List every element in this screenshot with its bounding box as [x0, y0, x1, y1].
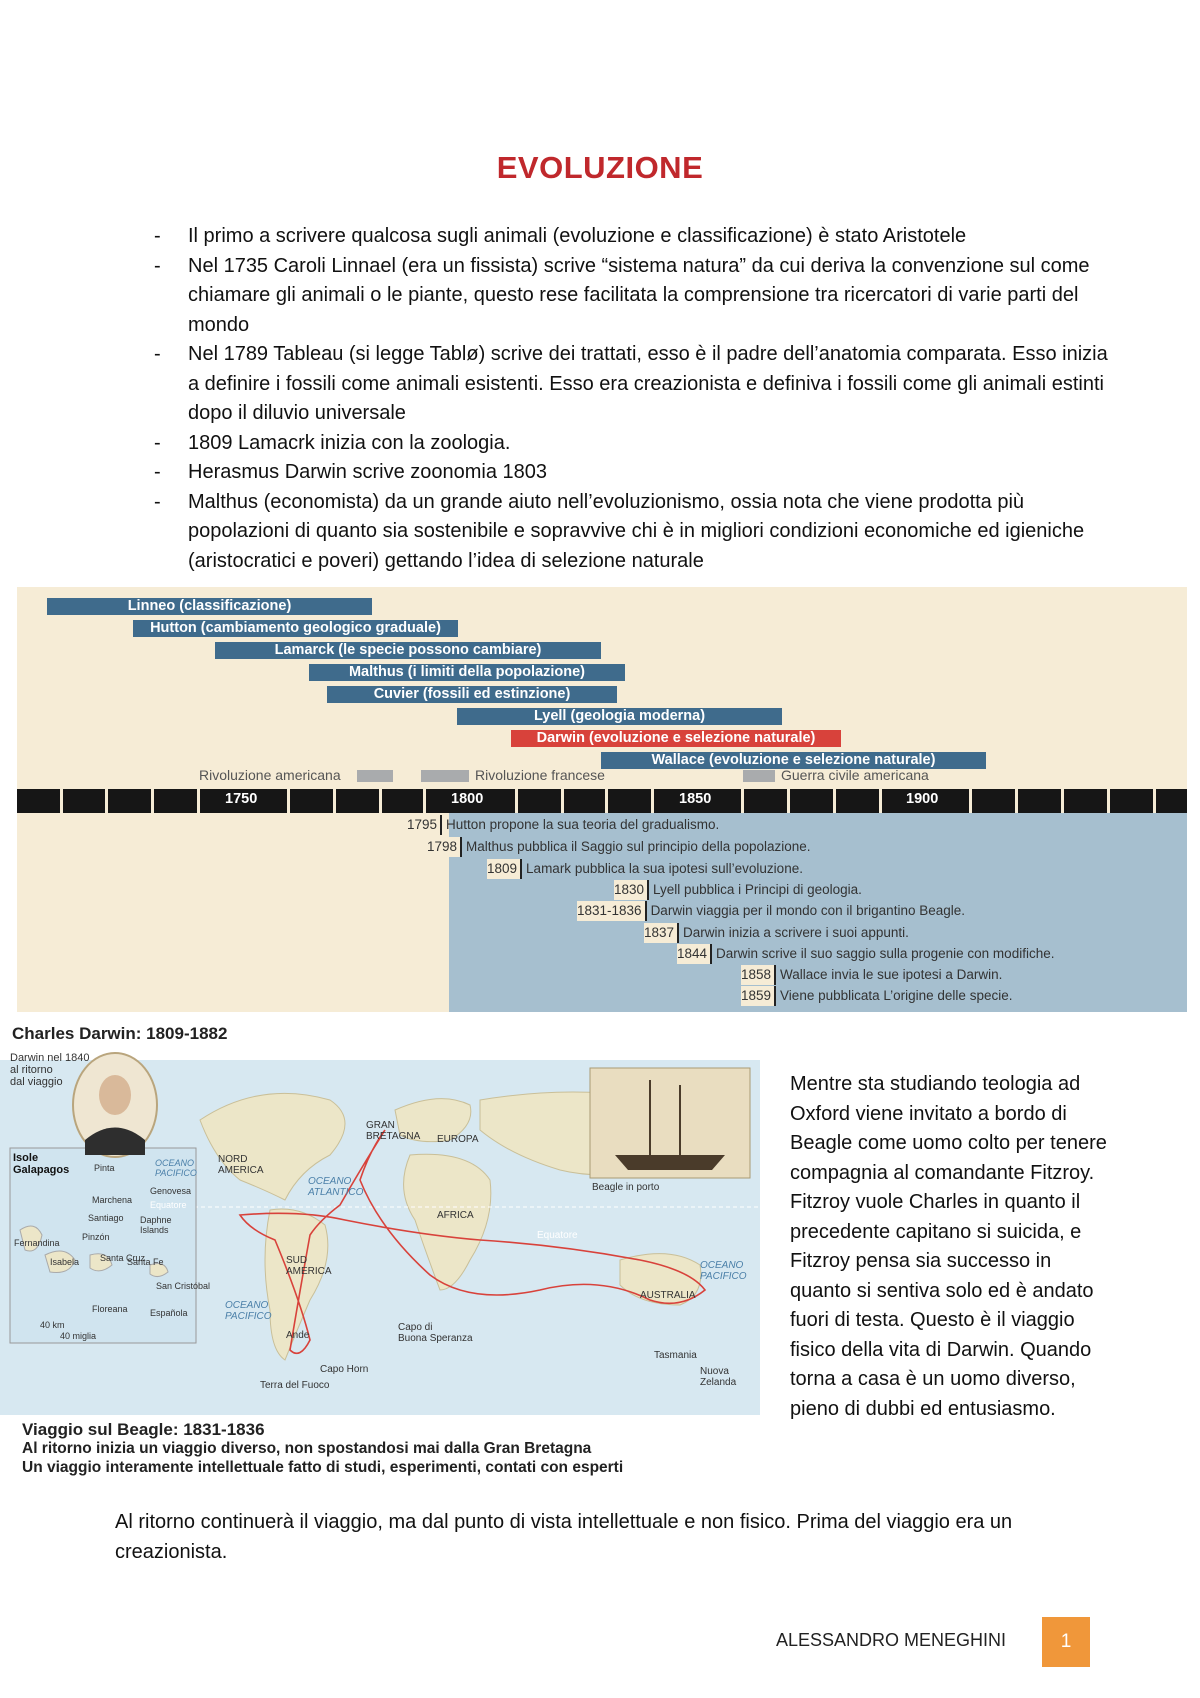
- scale-km: 40 km: [40, 1320, 65, 1330]
- map-label: Tasmania: [654, 1350, 697, 1361]
- period-label: Guerra civile americana: [781, 767, 929, 783]
- timeline-bar-cuvier: Cuvier (fossili ed estinzione): [327, 686, 617, 703]
- island-label: Fernandina: [14, 1238, 60, 1248]
- axis-year: 1850: [679, 791, 712, 807]
- bullet-item: - Malthus (economista) da un grande aiuto nell’evoluzionismo, ossia nota che viene prodotta più popolazioni di quanto sia sostenibile e sopravvive chi è in migliori condizioni economiche ed igieniche (aristocratici e poveri) gettando l’idea di selezione naturale: [150, 488, 1110, 577]
- timeline-bar-hutton: Hutton (cambiamento geologico graduale): [133, 620, 458, 637]
- timeline-axis: [17, 789, 1187, 813]
- island-label: Santa Fe: [127, 1257, 164, 1267]
- world-map-illustration: [0, 1060, 760, 1415]
- timeline-bar-darwin: Darwin (evoluzione e selezione naturale): [511, 730, 841, 747]
- scientists-timeline: [17, 587, 1187, 1012]
- map-label: Capo Horn: [320, 1364, 369, 1375]
- timeline-bar-lyell: Lyell (geologia moderna): [457, 708, 782, 725]
- map-label: Nuova Zelanda: [700, 1366, 737, 1388]
- island-label: Pinta: [94, 1163, 115, 1173]
- island-label: Isabela: [50, 1257, 80, 1267]
- island-label: Santa Cruz: [100, 1253, 146, 1263]
- figure-caption: [22, 1420, 752, 1477]
- period-marker: [421, 770, 469, 782]
- map-label: OCEANO PACIFICO: [225, 1300, 272, 1322]
- map-label: AFRICA: [437, 1210, 474, 1221]
- footer-author: ALESSANDRO MENEGHINI: [776, 1630, 1007, 1650]
- page-title: EVOLUZIONE: [496, 150, 704, 185]
- darwin-side-text: Mentre sta studiando teologia ad Oxford viene invitato a bordo di Beagle come uomo colto per tenere compagnia al comandante Fitzroy. Fitzroy vuole Charles in quanto il precedente capitano si suicida, e Fitzroy pensa sia successo in quanto si sentiva solo ed è andato fuori di testa. Questo è il viaggio fisico della vita di Darwin. Quando torna a casa è un uomo diverso, pieno di dubbi ed entusiasmo.: [790, 1073, 1107, 1420]
- galapagos-title: Isole Galapagos: [13, 1152, 70, 1176]
- period-label: Rivoluzione americana: [199, 767, 341, 783]
- portrait-caption: Darwin nel 1840 al ritorno dal viaggio: [10, 1052, 90, 1088]
- period-marker: [743, 770, 775, 782]
- map-label: OCEANO ATLANTICO: [308, 1176, 364, 1198]
- timeline-bar-malthus: Malthus (i limiti della popolazione): [309, 664, 625, 681]
- timeline-event: 1844 Darwin scrive il suo saggio sulla progenie con modifiche.: [677, 944, 1054, 964]
- map-label: Capo di Buona Speranza: [398, 1322, 473, 1344]
- equator-label: Equatore: [150, 1200, 187, 1210]
- island-label: San Cristóbal: [156, 1281, 211, 1291]
- island-label: Marchena: [92, 1195, 133, 1205]
- map-label: Terra del Fuoco: [260, 1380, 330, 1391]
- map-label: Equatore: [537, 1230, 578, 1241]
- map-label: AUSTRALIA: [640, 1290, 696, 1301]
- island-label: Española: [150, 1308, 188, 1318]
- axis-year: 1750: [225, 791, 258, 807]
- map-label: GRAN BRETAGNA: [366, 1120, 421, 1142]
- island-label: Daphne Islands: [140, 1215, 172, 1235]
- bullet-item: - Il primo a scrivere qualcosa sugli animali (evoluzione e classificazione) è stato Aristotele: [150, 222, 1110, 252]
- ocean-label: OCEANO PACIFICO: [155, 1158, 197, 1178]
- bullet-item: - 1809 Lamacrk inizia con la zoologia.: [150, 429, 1110, 459]
- map-label: OCEANO PACIFICO: [700, 1260, 747, 1282]
- map-label: SUD AMERICA: [286, 1255, 332, 1277]
- page-number-badge: 1: [1042, 1617, 1090, 1667]
- timeline-bar-lamarck: Lamarck (le specie possono cambiare): [215, 642, 601, 659]
- bullet-item: - Herasmus Darwin scrive zoonomia 1803: [150, 458, 1110, 488]
- timeline-event: 1858 Wallace invia le sue ipotesi a Darwin.: [741, 965, 1002, 985]
- timeline-event: 1837 Darwin inizia a scrivere i suoi appunti.: [644, 923, 909, 943]
- bullet-list: [150, 222, 1110, 576]
- island-label: Genovesa: [150, 1186, 192, 1196]
- island-label: Floreana: [92, 1304, 128, 1314]
- island-label: Santiago: [88, 1213, 124, 1223]
- axis-year: 1900: [906, 791, 939, 807]
- timeline-event: 1798 Malthus pubblica il Saggio sul principio della popolazione.: [427, 837, 811, 857]
- timeline-bar-linneo: Linneo (classificazione): [47, 598, 372, 615]
- map-label: NORD AMERICA: [218, 1154, 264, 1176]
- caption-line: Al ritorno inizia un viaggio diverso, non spostandosi mai dalla Gran Bretagna: [22, 1440, 592, 1457]
- closing-paragraph: Al ritorno continuerà il viaggio, ma dal punto di vista intellettuale e non fisico. Prima del viaggio era un creazionista.: [115, 1511, 1013, 1563]
- bullet-item: - Nel 1735 Caroli Linnael (era un fissista) scrive “sistema natura” da cui deriva la convenzione sul come chiamare gli animali o le piante, questo rese facilitata la comprensione tra ricercatori di varie parti del mondo: [150, 252, 1110, 341]
- axis-year: 1800: [451, 791, 484, 807]
- caption-line: Un viaggio interamente intellettuale fatto di studi, esperimenti, contati con esperti: [22, 1459, 624, 1476]
- timeline-bar-wallace: Wallace (evoluzione e selezione naturale): [601, 752, 986, 769]
- timeline-event: 1831-1836 Darwin viaggia per il mondo con il brigantino Beagle.: [577, 901, 965, 921]
- timeline-event: 1830 Lyell pubblica i Principi di geologia.: [614, 880, 862, 900]
- period-label: Rivoluzione francese: [475, 767, 605, 783]
- figure-heading: Charles Darwin: 1809-1882: [12, 1024, 228, 1043]
- timeline-event: 1795 Hutton propone la sua teoria del gradualismo.: [407, 815, 719, 835]
- caption-line: Viaggio sul Beagle: 1831-1836: [22, 1420, 265, 1439]
- timeline-event: 1809 Lamark pubblica la sua ipotesi sull’evoluzione.: [487, 859, 803, 879]
- map-label: EUROPA: [437, 1134, 479, 1145]
- bullet-item: - Nel 1789 Tableau (si legge Tablø) scrive dei trattati, esso è il padre dell’anatomia comparata. Esso inizia a definire i fossili come animali esistenti. Esso era creazionista e definiva i fossili come gli animali estinti dopo il diluvio universale: [150, 340, 1110, 429]
- scale-miles: 40 miglia: [60, 1331, 97, 1341]
- period-marker: [357, 770, 393, 782]
- island-label: Pinzón: [82, 1232, 110, 1242]
- ship-caption: Beagle in porto: [592, 1182, 660, 1193]
- map-label: Ande: [286, 1330, 310, 1341]
- timeline-event: 1859 Viene pubblicata L’origine delle specie.: [741, 986, 1012, 1006]
- beagle-voyage-map: [0, 1052, 760, 1415]
